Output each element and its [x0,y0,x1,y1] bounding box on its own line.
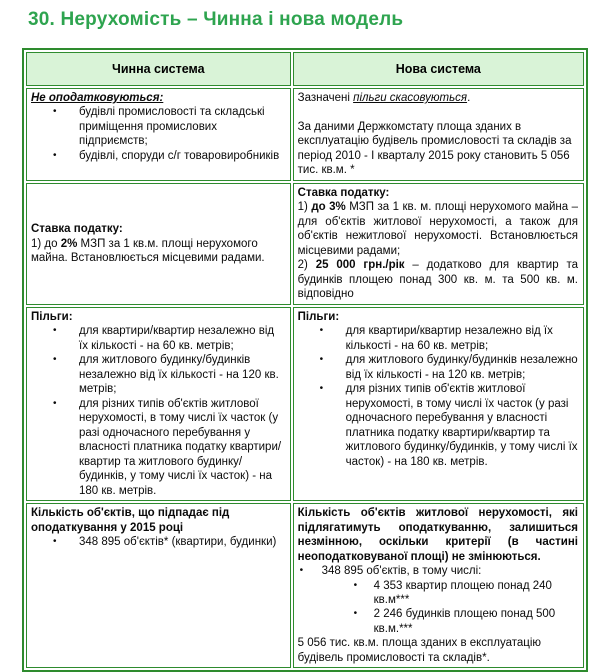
comparison-table [22,48,588,672]
bullet-icon: • [53,106,57,118]
list-item [298,324,578,353]
text-run: 1) до 2% МЗП за 1 кв.м. площі нерухомого майна. Встановлюється місцевими радами. [31,237,265,265]
text-run: для квартири/квартир незалежно від їх кількості - на 60 кв. метрів; [79,325,275,352]
list-item [31,105,285,148]
text-run: Пільги: [297,310,340,323]
table-row [26,307,584,501]
bullet-icon: • [353,579,358,591]
bullet-icon: • [53,397,57,409]
header-row [26,52,584,86]
table-row [26,88,584,181]
text-run: для різних типів об'єктів житлової нерухомості, в тому числі їх часток (у разі одночасного перебування у власності платника податку квартири/квартир та житлового будинку/будинків, у тому числі їх часток) - на 180 кв. метрів. [345,383,578,468]
cell-right-row1 [293,88,584,181]
text-run: Ставка податку: [297,186,390,199]
text-run: 2 246 будинків площею понад 500 кв.м.*** [373,608,556,635]
paragraph [31,91,285,105]
text-run: Кількість об'єктів житлової нерухомості, які підлягатимуть оподаткуванню, залишиться незмінною, оскільки критерії (в частині неоподатковуваної площі) не змінюються. [297,507,578,563]
text-run: Пільги: [31,310,73,323]
paragraph [298,310,578,324]
text-run: для різних типів об'єктів житлової нерухомості, в тому числі їх часток (у разі одночасного перебування у власності платника податку квартири/квартир та житлового будинку/будинків, у тому числі їх часток) - на 180 кв. метрів. [79,397,282,497]
cell-left-row2 [26,183,291,305]
text-run: За даними Держкомстату площа зданих в експлуатацію будівель промисловості та складів за період 2010 - І кварталу 2015 року становить 5 056 тис. кв.м. * [297,120,572,177]
text-run: Зазначені пільги скасовуються. [297,92,471,104]
column-header-new: Нова система [293,52,584,86]
spacer [298,105,578,119]
bullet-icon: • [53,536,57,548]
bullet-icon: • [53,354,57,366]
list-item [298,353,578,382]
list-item [31,324,285,353]
list-item [31,149,285,164]
paragraph [298,200,578,258]
bullet-icon: • [353,608,358,620]
paragraph [31,237,285,266]
text-run: 5 056 тис. кв.м. площа зданих в експлуатацію будівель промисловості та складів*. [297,637,542,664]
text-run: для житлового будинку/будинків незалежно від їх кількості - на 120 кв. метрів; [79,354,279,396]
text-run: для житлового будинку/будинків незалежно від їх кількості - на 120 кв. метрів; [345,354,578,381]
text-run: 4 353 квартир площею понад 240 кв.м*** [373,579,552,606]
list-item [31,353,285,396]
page-title: 30. Нерухомість – Чинна і нова модель [28,9,404,30]
text-run: 2) 25 000 грн./рік – додатково для квартир та будинків площею понад 300 кв. м. та 500 кв. м. відповідно [297,259,578,301]
bullet-icon: • [319,354,324,366]
paragraph [31,506,285,535]
cell-left-row3 [26,307,291,501]
paragraph [298,636,578,665]
paragraph [298,258,578,301]
text-run: Ставка податку: [31,223,123,236]
cell-left-row4 [26,503,291,668]
text-run: Не оподатковуються: [31,92,164,104]
paragraph [298,120,578,178]
paragraph [31,222,285,236]
list-item [298,382,578,469]
table-row [26,503,584,668]
text-run: 1) до 3% МЗП за 1 кв. м. площі нерухомого майна – для об'єктів житлової нерухомості, а також для об'єктів нежитлової нерухомості. Встановлюється місцевими радами; [297,201,579,257]
list-item [31,535,285,550]
paragraph [298,506,578,564]
list-item [31,397,285,498]
cell-left-row1 [26,88,291,181]
table-row [26,183,584,305]
bullet-icon: • [299,565,304,577]
paragraph [298,186,578,200]
text-run: будівлі промисловості та складські приміщення промислових підприємств; [79,106,265,148]
list-item [298,579,578,608]
bullet-icon: • [53,149,57,161]
cell-right-row3 [293,307,584,501]
text-run: 348 895 об'єктів* (квартири, будинки) [79,536,277,549]
text-run: будівлі, споруди с/г товаровиробників [79,149,280,162]
bullet-icon: • [319,325,324,337]
table-body [26,88,584,668]
cell-right-row4 [293,503,584,668]
paragraph [31,310,285,324]
list-item [298,564,578,579]
column-header-current: Чинна система [26,52,291,86]
bullet-icon: • [319,383,324,395]
bullet-icon: • [53,325,57,337]
text-run: для квартири/квартир незалежно від їх кількості - на 60 кв. метрів; [345,325,553,352]
list-item [298,607,578,636]
cell-right-row2 [293,183,584,305]
text-run: 348 895 об'єктів, в тому числі: [321,565,482,578]
slide [0,9,600,664]
text-run: Кількість об'єктів, що підпадає під оподаткування у 2015 році [31,507,230,534]
paragraph [298,91,578,105]
